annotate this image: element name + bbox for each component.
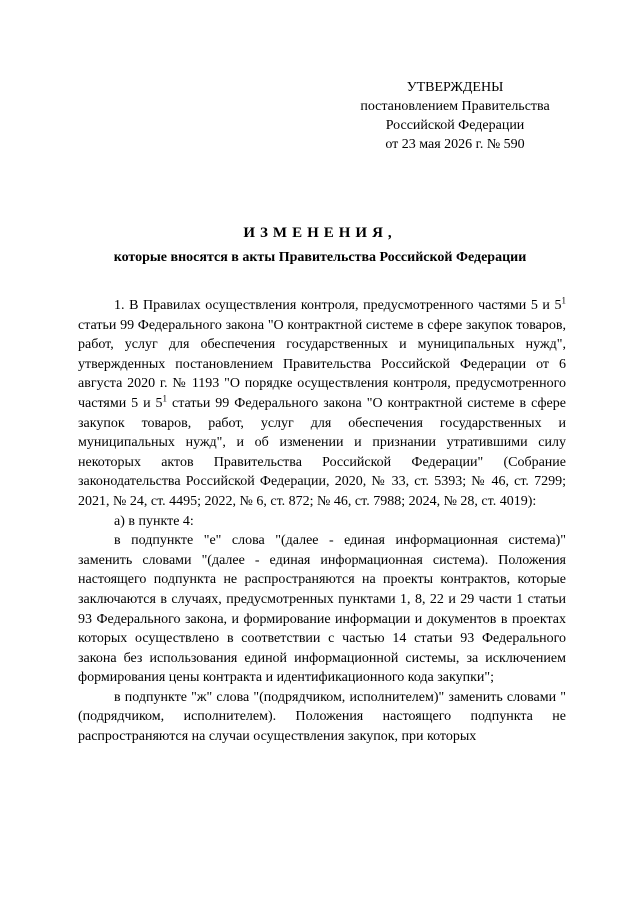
approval-stamp bbox=[340, 78, 570, 154]
approval-line-1: постановлением Правительства bbox=[360, 99, 550, 114]
paragraph-1-part-a: 1. В Правилах осуществления контроля, предусмотренного частями 5 и 5 bbox=[114, 298, 562, 313]
paragraph-2: а) в пункте 4: bbox=[114, 513, 194, 529]
paragraph-4: в подпункте "ж" слова "(подрядчиком, исполнителем)" заменить словами "(подрядчиком, исполнителем). Положения настоящего подпункта не распространяются на случаи осуществления закупок, при которых bbox=[78, 689, 566, 745]
superscript-1: 1 bbox=[561, 295, 566, 306]
document-title: ИЗМЕНЕНИЯ, bbox=[243, 225, 397, 241]
paragraph-1-part-b: статьи 99 Федерального закона "О контрактной системе в сфере закупок товаров, работ, услуг для обеспечения государственных и муниципальных нужд", утвержденных постановлением Правительства Российской Федерации от 6 августа 2020 г. № 1193 "О порядке осуществления контроля, предусмотренного частями 5 и 5 bbox=[78, 317, 566, 411]
approval-title: УТВЕРЖДЕНЫ bbox=[406, 80, 504, 95]
paragraph-3: в подпункте "е" слова "(далее - единая информационная система)" заменить словами "(далее - единая информационная система). Положения настоящего подпункта не распространяются на проекты контрактов, которые заключаются в случаях, предусмотренных пунктами 1, 8, 22 и 29 части 1 статьи 93 Федерального закона, и формирование информации и документов в проектах которых осуществлено в соответствии с частью 14 статьи 93 Федерального закона без использования единой информационной системы, за исключением формирования цены контракта и идентификационного кода закупки"; bbox=[78, 533, 566, 686]
approval-line-2: Российской Федерации bbox=[385, 118, 525, 133]
document-subtitle: которые вносятся в акты Правительства Российской Федерации bbox=[113, 250, 527, 265]
paragraph-1 bbox=[78, 296, 566, 512]
document-body bbox=[78, 296, 566, 747]
approval-line-3: от 23 мая 2026 г. № 590 bbox=[385, 137, 525, 152]
superscript-2: 1 bbox=[162, 393, 168, 404]
paragraph-1-part-c: статьи 99 Федерального закона "О контрактной системе в сфере закупок товаров, работ, услуг для обеспечения государственных и муниципальных нужд", и об изменении и признании утратившими силу некоторых актов Правительства Российской Федерации" (Собрание законодательства Российской Федерации, 2020, № 33, ст. 5393; № 46, ст. 7299; 2021, № 24, ст. 4495; 2022, № 6, ст. 872; № 46, ст. 7988; 2024, № 28, ст. 4019): bbox=[78, 395, 566, 509]
